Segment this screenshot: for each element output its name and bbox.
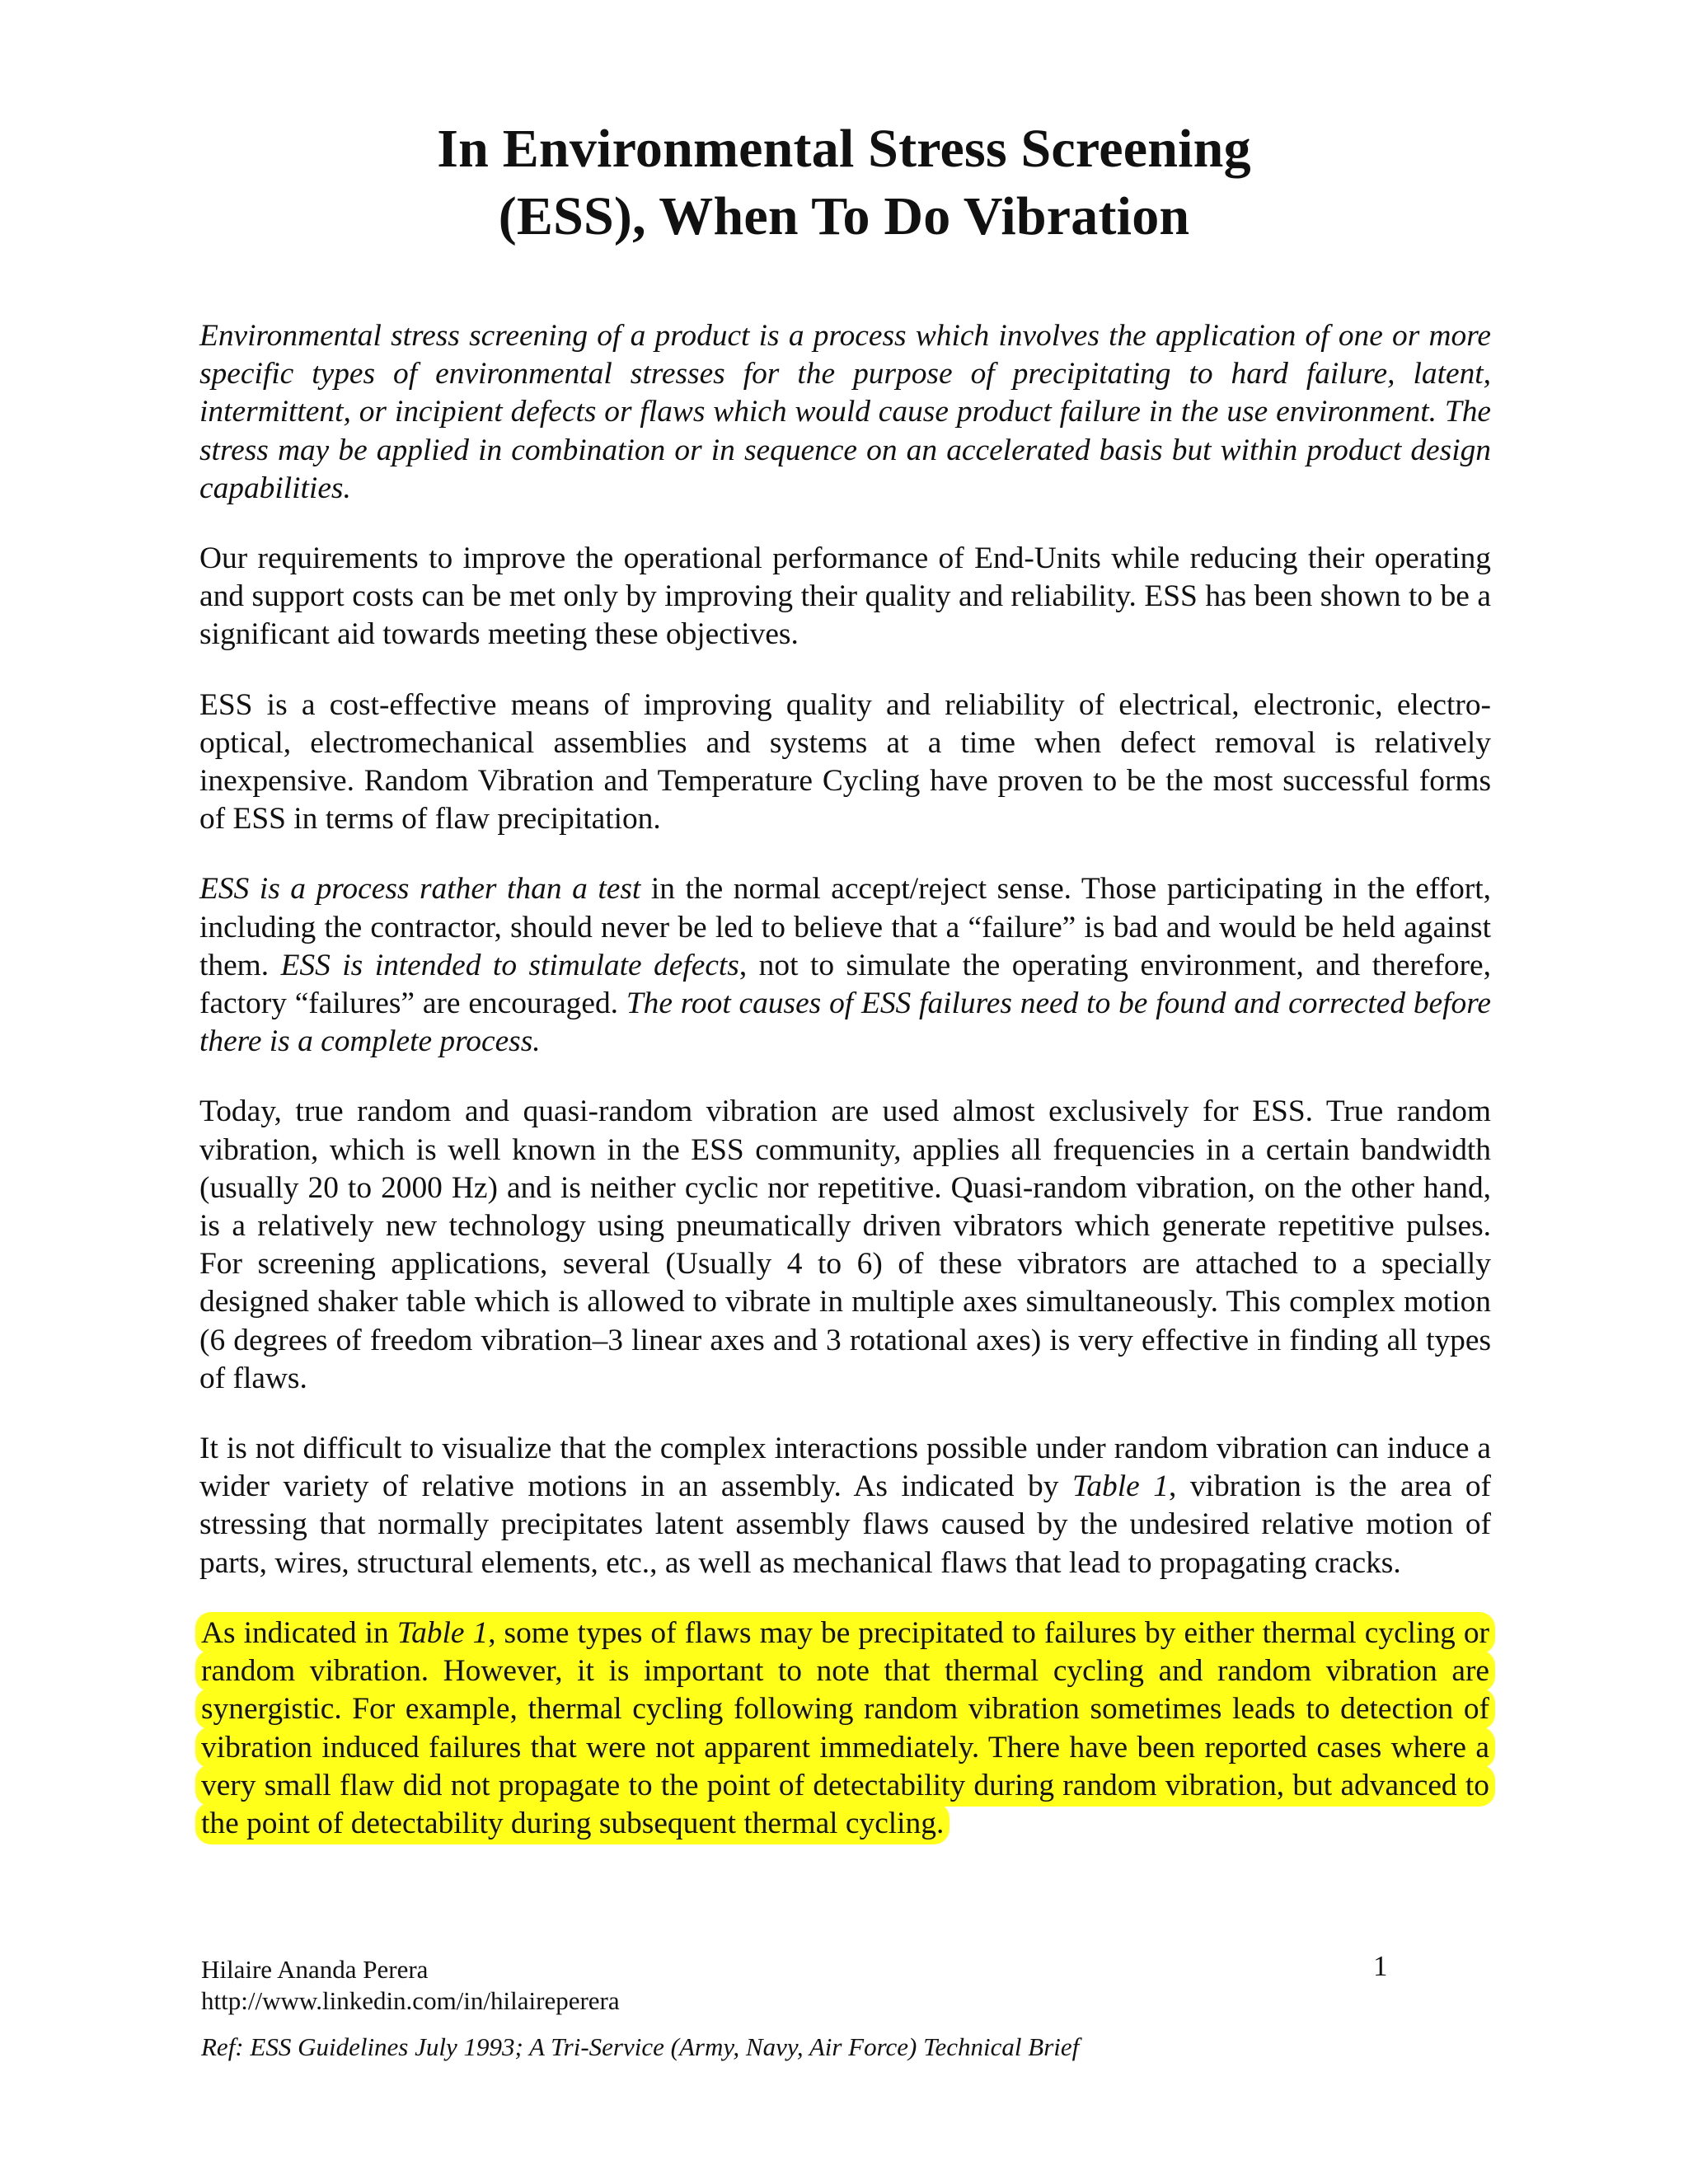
intro-paragraph: Environmental stress screening of a product is a process which involves the application of one or more specific types of environmental stresses for the purpose of precipitating to hard failure, latent, intermittent, or incipient defects or flaws which would cause product failure in the use environment. The stress may be applied in combination or in sequence on an accelerated basis but within product design capabilities. [199,319,1491,505]
footer-author: Hilaire Ananda Perera [201,1955,429,1984]
title-line-2: (ESS), When To Do Vibration [498,186,1190,246]
cost-effective-paragraph: ESS is a cost-effective means of improving quality and reliability of electrical, electronic, electro-optical, electromechanical assemblies and systems at a time when defect removal is relatively inexpensive. Random Vibration and Temperature Cycling have proven to be the most successful forms of ESS in terms of flaw precipitation. [199,687,1491,837]
highlighted-paragraph [199,1615,1491,1843]
footer-url[interactable]: http://www.linkedin.com/in/hilaireperera [201,1986,620,2015]
requirements-paragraph: Our requirements to improve the operational performance of End-Units while reducing their operating and support costs can be met only by improving their quality and reliability. ESS has been shown to be a significant aid towards meeting these objectives. [199,541,1491,652]
page-number: 1 [1373,1950,1388,1982]
random-vibration-paragraph: Today, true random and quasi-random vibration are used almost exclusively for ESS. True random vibration, which is well known in the ESS community, applies all frequencies in a certain bandwidth (usually 20 to 2000 Hz) and is neither cyclic nor repetitive. Quasi-random vibration, on the other hand, is a relatively new technology using pneumatically driven vibrators which generate repetitive pulses. For screening applications, several (Usually 4 to 6) of these vibrators are attached to a specially designed shaker table which is allowed to vibrate in multiple axes simultaneously. This complex motion (6 degrees of freedom vibration–3 linear axes and 3 rotational axes) is very effective in finding all types of flaws. [199,1094,1491,1395]
process-paragraph [199,870,1491,1061]
process-text-2: , not to simulate the operating environment, and therefore, factory “failures” are encouraged. [199,948,1491,1021]
footer-reference: Ref: ESS Guidelines July 1993; A Tri-Service (Army, Navy, Air Force) Technical Brief [201,2032,1080,2061]
process-text-1: in the normal accept/reject sense. Those participating in the effort, including the contractor, should never be led to believe that a “failure” is bad and would be held against them. [199,872,1491,982]
title-line-1: In Environmental Stress Screening [437,119,1251,179]
page-title [247,115,1441,251]
highlight-mark [199,1616,1491,1840]
interactions-paragraph [199,1430,1491,1582]
interactions-text-1: It is not difficult to visualize that the complex interactions possible under random vibration can induce a wider variety of relative motions in an assembly. As indicated by [199,1432,1491,1504]
process-emphasis-1: ESS is a process rather than a test [199,872,641,907]
process-emphasis-3: The root causes of ESS failures need to be found and corrected before there is a complete process. [199,987,1491,1059]
highlighted-text-1: As indicated in [201,1615,397,1650]
table-reference: Table 1 [1071,1469,1169,1504]
highlighted-text-2: , some types of flaws may be precipitated to failures by either thermal cycling or random vibration. However, it is important to note that thermal cycling and random vibration are synergistic. For example, thermal cycling following random vibration sometimes leads to detection of vibration induced failures that were not apparent immediately. There have been reported cases where a very small flaw did not propagate to the point of detectability during random vibration, but advanced to the point of detectability during subsequent thermal cycling. [201,1615,1490,1840]
document-body [199,317,1491,1875]
process-emphasis-2: ESS is intended to stimulate defects [280,948,739,982]
interactions-text-2: , vibration is the area of stressing that normally precipitates latent assembly flaws caused by the undesired relative motion of parts, wires, structural elements, etc., as well as mechanical flaws that lead to propagating cracks. [199,1469,1492,1580]
highlighted-table-reference: Table 1 [396,1615,489,1650]
